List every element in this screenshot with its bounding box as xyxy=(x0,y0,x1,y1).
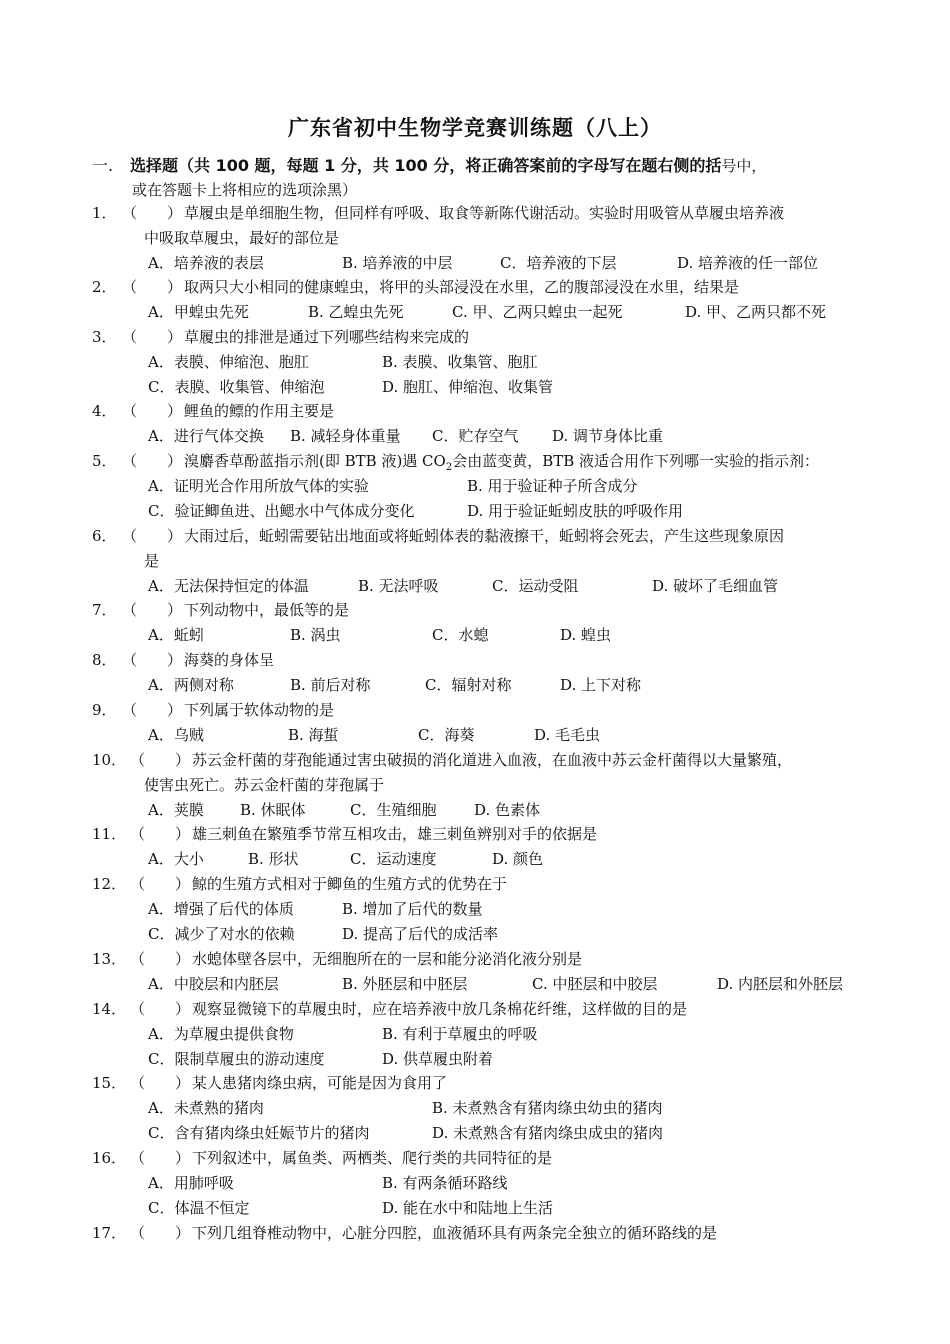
option-b[interactable]: B. 形状 xyxy=(248,850,299,868)
option-c[interactable]: C．运动速度 xyxy=(350,850,437,868)
question-stem: 观察显微镜下的草履虫时，应在培养液中放几条棉花纤维，这样做的目的是 xyxy=(192,1000,688,1018)
question-stem: 下列动物中，最低等的是 xyxy=(184,601,350,619)
question-stem-part: 会由蓝变黄，BTB 液适合用作下列哪一实验的指示剂： xyxy=(452,452,820,470)
section-instructions-bold: 选择题（共 100 题，每题 1 分，共 100 分，将正确答案前的字母写在题右侧的括 xyxy=(130,156,722,175)
question-number: 7． xyxy=(92,601,117,619)
option-b[interactable]: B. 休眠体 xyxy=(240,801,306,819)
option-a[interactable]: A．证明光合作用所放气体的实验 xyxy=(148,477,369,495)
option-a[interactable]: A．未煮熟的猪肉 xyxy=(148,1099,264,1117)
answer-blank[interactable]: （ ） xyxy=(130,1000,191,1018)
question-stem-continued: 是 xyxy=(144,552,160,570)
option-d[interactable]: D. 蝗虫 xyxy=(560,626,612,644)
option-b[interactable]: B. 涡虫 xyxy=(290,626,341,644)
question-number: 3． xyxy=(92,328,117,346)
option-c[interactable]: C．贮存空气 xyxy=(432,427,519,445)
option-d[interactable]: D. 提高了后代的成活率 xyxy=(342,925,499,943)
option-d[interactable]: D. 上下对称 xyxy=(560,676,642,694)
option-c[interactable]: C．辐射对称 xyxy=(425,676,512,694)
option-b[interactable]: B. 表膜、收集管、胞肛 xyxy=(382,353,538,371)
question-stem: 鲤鱼的鳔的作用主要是 xyxy=(184,402,335,420)
answer-blank[interactable]: （ ） xyxy=(130,875,191,893)
answer-blank[interactable]: （ ） xyxy=(130,1074,191,1092)
option-b[interactable]: B. 减轻身体重量 xyxy=(290,427,401,445)
answer-blank[interactable]: （ ） xyxy=(122,651,183,669)
option-d[interactable]: D. 供草履虫附着 xyxy=(382,1050,494,1068)
question-number: 1． xyxy=(92,204,117,222)
answer-blank[interactable]: （ ） xyxy=(122,452,183,470)
question-number: 10． xyxy=(92,751,127,769)
option-d[interactable]: D. 培养液的任一部位 xyxy=(677,254,819,272)
option-b[interactable]: B. 乙蝗虫先死 xyxy=(308,303,404,321)
option-a[interactable]: A．为草履虫提供食物 xyxy=(148,1025,294,1043)
question-stem: 下列属于软体动物的是 xyxy=(184,701,335,719)
option-c[interactable]: C．验证鲫鱼进、出鳃水中气体成分变化 xyxy=(148,502,415,520)
question-number: 16． xyxy=(92,1149,127,1167)
option-d[interactable]: D. 能在水中和陆地上生活 xyxy=(382,1199,554,1217)
option-c[interactable]: C. 中胚层和中胶层 xyxy=(532,975,658,993)
option-a[interactable]: A．表膜、伸缩泡、胞肛 xyxy=(148,353,309,371)
question-stem-part: 溴麝香草酚蓝指示剂(即 BTB 液)遇 CO xyxy=(184,452,446,470)
question-number: 11． xyxy=(92,825,127,843)
answer-blank[interactable]: （ ） xyxy=(122,278,183,296)
question-stem-continued: 中吸取草履虫，最好的部位是 xyxy=(144,229,340,247)
question-number: 15． xyxy=(92,1074,127,1092)
question-stem: 草履虫是单细胞生物，但同样有呼吸、取食等新陈代谢活动。实验时用吸管从草履虫培养液 xyxy=(184,204,785,222)
option-b[interactable]: B. 外胚层和中胚层 xyxy=(342,975,468,993)
option-c[interactable]: C．海葵 xyxy=(418,726,475,744)
question-number: 13． xyxy=(92,950,127,968)
answer-blank[interactable]: （ ） xyxy=(122,701,183,719)
question-stem: 大雨过后，蚯蚓需要钻出地面或将蚯蚓体表的黏液擦干，蚯蚓将会死去，产生这些现象原因 xyxy=(184,527,785,545)
page-title: 广东省初中生物学竞赛训练题（八上） xyxy=(288,116,662,140)
option-b[interactable]: B. 用于验证种子所含成分 xyxy=(467,477,638,495)
answer-blank[interactable]: （ ） xyxy=(122,204,183,222)
question-number: 14． xyxy=(92,1000,127,1018)
question-stem: 雄三刺鱼在繁殖季节常互相攻击，雄三刺鱼辨别对手的依据是 xyxy=(192,825,598,843)
option-c[interactable]: C．表膜、收集管、伸缩泡 xyxy=(148,378,325,396)
option-a[interactable]: A．两侧对称 xyxy=(148,676,234,694)
question-number: 4． xyxy=(92,402,117,420)
option-d[interactable]: D. 色素体 xyxy=(474,801,541,819)
option-a[interactable]: A．进行气体交换 xyxy=(148,427,264,445)
question-stem: 草履虫的排泄是通过下列哪些结构来完成的 xyxy=(184,328,470,346)
question-stem: 下列叙述中，属鱼类、两栖类、爬行类的共同特征的是 xyxy=(192,1149,553,1167)
option-a[interactable]: A．乌贼 xyxy=(148,726,204,744)
option-b[interactable]: B. 未煮熟含有猪肉绦虫幼虫的猪肉 xyxy=(432,1099,663,1117)
option-c[interactable]: C．培养液的下层 xyxy=(500,254,617,272)
option-d[interactable]: D. 破坏了毛细血管 xyxy=(652,577,779,595)
option-b[interactable]: B. 有两条循环路线 xyxy=(382,1174,508,1192)
option-c[interactable]: C．减少了对水的依赖 xyxy=(148,925,295,943)
option-b[interactable]: B. 海蜇 xyxy=(288,726,339,744)
option-a[interactable]: A．甲蝗虫先死 xyxy=(148,303,249,321)
answer-blank[interactable]: （ ） xyxy=(130,751,191,769)
option-a[interactable]: A．培养液的表层 xyxy=(148,254,264,272)
option-c[interactable]: C．运动受阻 xyxy=(492,577,579,595)
answer-blank[interactable]: （ ） xyxy=(130,1224,191,1242)
answer-blank[interactable]: （ ） xyxy=(122,527,183,545)
question-number: 8． xyxy=(92,651,117,669)
co2-subscript: 2 xyxy=(445,462,453,473)
option-c[interactable]: C．水螅 xyxy=(432,626,489,644)
option-a[interactable]: A．用肺呼吸 xyxy=(148,1174,234,1192)
question-number: 6． xyxy=(92,527,117,545)
question-stem: 某人患猪肉绦虫病，可能是因为食用了 xyxy=(192,1074,448,1092)
answer-blank[interactable]: （ ） xyxy=(122,402,183,420)
option-c[interactable]: C．体温不恒定 xyxy=(148,1199,250,1217)
section-note: 或在答题卡上将相应的选项涂黑） xyxy=(132,181,358,199)
answer-blank[interactable]: （ ） xyxy=(130,1149,191,1167)
option-d[interactable]: D. 调节身体比重 xyxy=(552,427,664,445)
question-number: 12． xyxy=(92,875,127,893)
option-d[interactable]: D. 颜色 xyxy=(492,850,544,868)
question-number: 9． xyxy=(92,701,117,719)
option-d[interactable]: D. 胞肛、伸缩泡、收集管 xyxy=(382,378,554,396)
answer-blank[interactable]: （ ） xyxy=(122,328,183,346)
question-number: 5． xyxy=(92,452,117,470)
option-d[interactable]: D. 用于验证蚯蚓皮肤的呼吸作用 xyxy=(467,502,684,520)
option-a[interactable]: A．大小 xyxy=(148,850,204,868)
option-c[interactable]: C．含有猪肉绦虫妊娠节片的猪肉 xyxy=(148,1124,370,1142)
question-stem: 水螅体壁各层中，无细胞所在的一层和能分泌消化液分别是 xyxy=(192,950,583,968)
option-c[interactable]: C. 甲、乙两只蝗虫一起死 xyxy=(452,303,623,321)
section-instructions-tail: 号中， xyxy=(721,157,767,175)
question-stem: 取两只大小相同的健康蝗虫，将甲的头部浸没在水里，乙的腹部浸没在水里，结果是 xyxy=(184,278,740,296)
answer-blank[interactable]: （ ） xyxy=(130,950,191,968)
answer-blank[interactable]: （ ） xyxy=(130,825,191,843)
option-a[interactable]: A．中胶层和内胚层 xyxy=(148,975,279,993)
question-stem-continued: 使害虫死亡。苏云金杆菌的芽孢属于 xyxy=(144,776,385,794)
option-c[interactable]: C．限制草履虫的游动速度 xyxy=(148,1050,325,1068)
option-b[interactable]: B. 无法呼吸 xyxy=(358,577,439,595)
question-stem: 苏云金杆菌的芽孢能通过害虫破损的消化道进入血液，在血液中苏云金杆菌得以大量繁殖， xyxy=(192,751,793,769)
answer-blank[interactable]: （ ） xyxy=(122,601,183,619)
section-instructions xyxy=(130,153,910,179)
option-a[interactable]: A．蚯蚓 xyxy=(148,626,204,644)
section-number: 一. xyxy=(92,156,114,175)
option-d[interactable]: D. 毛毛虫 xyxy=(534,726,601,744)
question-stem: 海葵的身体呈 xyxy=(184,651,275,669)
option-b[interactable]: B. 有利于草履虫的呼吸 xyxy=(382,1025,538,1043)
question-number: 2． xyxy=(92,278,117,296)
option-a[interactable]: A．无法保持恒定的体温 xyxy=(148,577,309,595)
option-b[interactable]: B. 增加了后代的数量 xyxy=(342,900,483,918)
option-b[interactable]: B. 前后对称 xyxy=(290,676,371,694)
option-a[interactable]: A．增强了后代的体质 xyxy=(148,900,294,918)
question-stem: 鲸的生殖方式相对于鲫鱼的生殖方式的优势在于 xyxy=(192,875,508,893)
option-d[interactable]: D. 甲、乙两只都不死 xyxy=(685,303,827,321)
option-d[interactable]: D. 内胚层和外胚层 xyxy=(717,975,844,993)
option-d[interactable]: D. 未煮熟含有猪肉绦虫成虫的猪肉 xyxy=(432,1124,664,1142)
question-stem: 下列几组脊椎动物中，心脏分四腔，血液循环具有两条完全独立的循环路线的是 xyxy=(192,1224,718,1242)
option-a[interactable]: A．荚膜 xyxy=(148,801,204,819)
option-b[interactable]: B. 培养液的中层 xyxy=(342,254,453,272)
option-c[interactable]: C．生殖细胞 xyxy=(350,801,437,819)
question-number: 17． xyxy=(92,1224,127,1242)
